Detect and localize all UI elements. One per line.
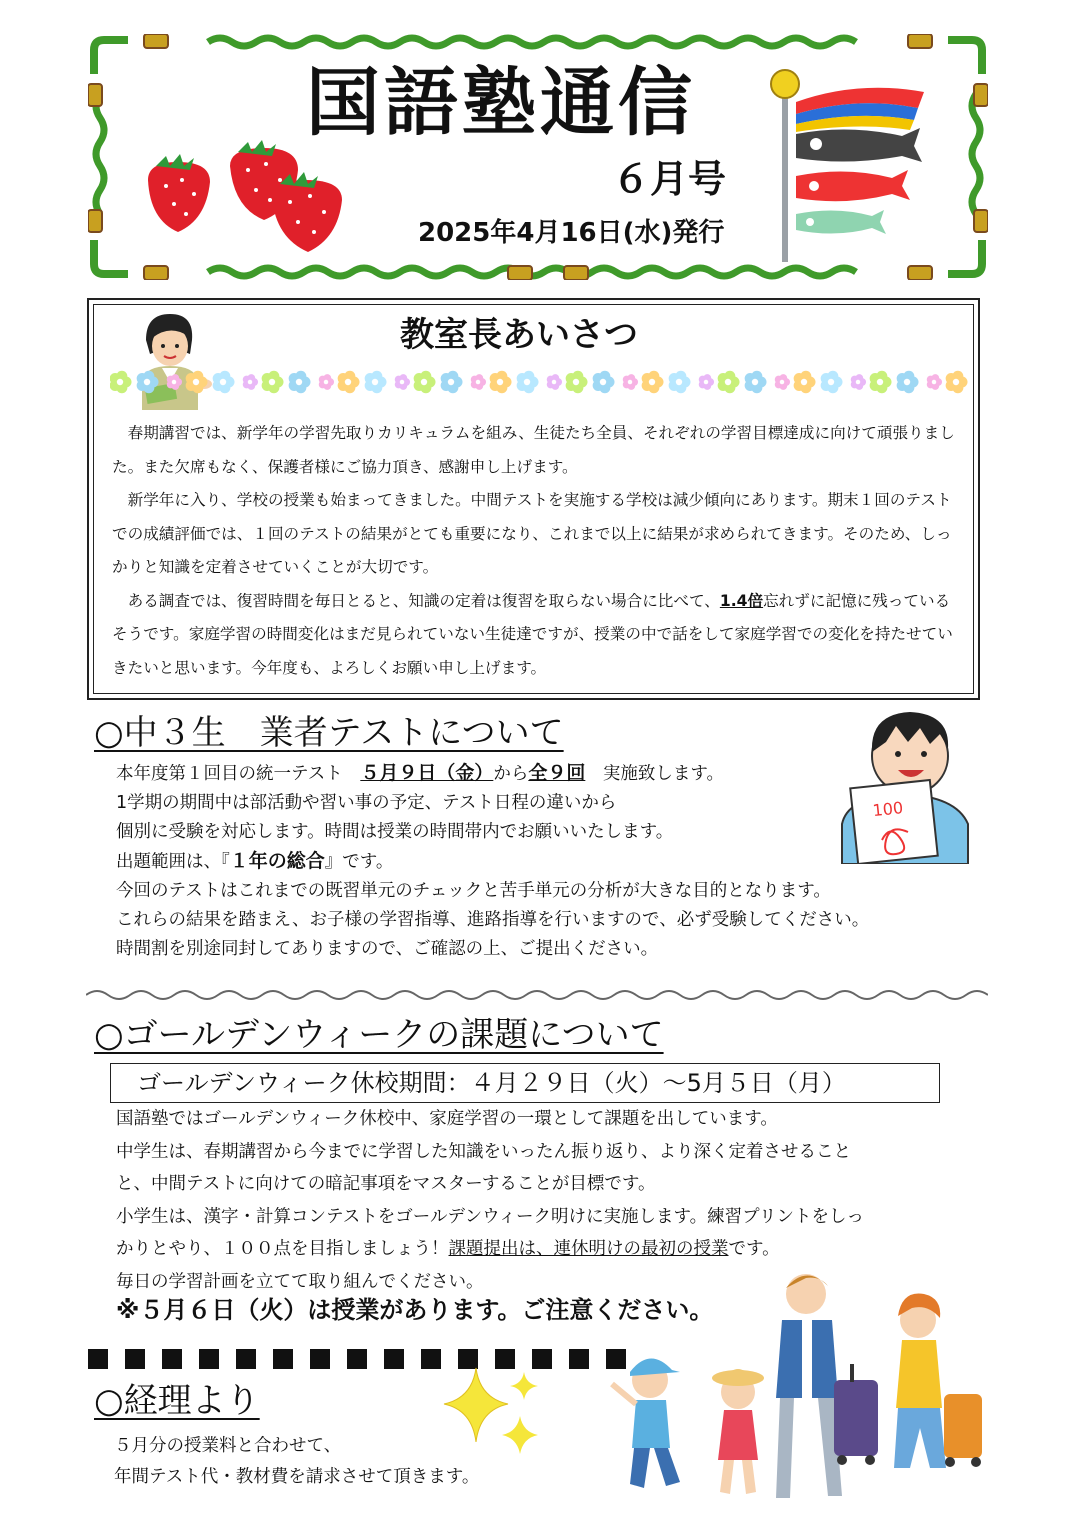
- golden-week-line-2: 中学生は、春期講習から今までに学習した知識をいったん振り返り、より深く定着させること: [116, 1141, 851, 1162]
- garland-flower: [699, 374, 714, 390]
- divider-square: [162, 1349, 182, 1369]
- section-heading-mock-test: ○中３生 業者テストについて: [94, 713, 564, 753]
- newsletter-title: 国語塾通信: [306, 60, 696, 146]
- divider-square: [347, 1349, 367, 1369]
- garland-flower: [642, 371, 664, 393]
- family-travel-illustration: [606, 1268, 996, 1516]
- mock-test-body: [116, 759, 869, 964]
- garland-flower: [110, 371, 132, 393]
- mock-test-line-4: 出題範囲は、『１年の総合』です。: [116, 850, 394, 872]
- garland-flower: [414, 371, 436, 393]
- golden-week-line-4: 小学生は、漢字・計算コンテストをゴールデンウィーク明けに実施します。練習プリントをしっ: [116, 1206, 864, 1227]
- issue-label: ６月号: [612, 157, 727, 201]
- flower-garland-divider: [110, 368, 970, 396]
- garland-flower: [870, 371, 892, 393]
- mock-test-line-5: 今回のテストはこれまでの既習単元のチェックと苦手単元の分析が大きな目的となります。: [116, 881, 831, 901]
- mock-test-line-7: 時間割を別途同封してありますので、ご確認の上、ご提出ください。: [116, 939, 659, 959]
- divider-square: [199, 1349, 219, 1369]
- golden-week-line-1: 国語塾ではゴールデンウィーク休校中、家庭学習の一環として課題を出しています。: [116, 1109, 778, 1129]
- test-sheet-score: 100: [871, 798, 905, 821]
- section-heading-accounting: ○経理より: [94, 1381, 260, 1421]
- garland-flower: [365, 371, 387, 393]
- garland-flower: [669, 371, 691, 393]
- accounting-line-1: ５月分の授業料と合わせて、: [114, 1436, 342, 1456]
- divider-square: [384, 1349, 404, 1369]
- garland-flower: [338, 371, 360, 393]
- golden-week-line-3: と、中間テストに向けての暗記事項をマスターすることが目標です。: [116, 1174, 656, 1194]
- garland-flower: [623, 374, 638, 390]
- ratio-emphasis: 1.4倍: [719, 591, 764, 610]
- garland-flower: [517, 371, 539, 393]
- garland-flower: [289, 371, 311, 393]
- golden-week-line-5: かりとやり、１００点を目指しましょう！課題提出は、連休明けの最初の授業です。: [116, 1239, 780, 1259]
- strawberries-illustration: [138, 140, 358, 260]
- garland-flower: [167, 374, 182, 390]
- square-dash-divider: [88, 1349, 648, 1369]
- garland-flower: [794, 371, 816, 393]
- wave-divider: [86, 986, 988, 1004]
- publish-date: 2025年4月16日(水)発行: [418, 218, 725, 248]
- garland-flower: [471, 374, 486, 390]
- garland-flower: [718, 371, 740, 393]
- golden-week-line-6: 毎日の学習計画を立てて取り組んでください。: [116, 1271, 484, 1292]
- garland-flower: [137, 371, 159, 393]
- mock-test-line-2: 1学期の期間中は部活動や習い事の予定、テスト日程の違いから: [116, 793, 617, 813]
- divider-square: [421, 1349, 441, 1369]
- garland-flower: [213, 371, 235, 393]
- garland-flower: [319, 374, 334, 390]
- garland-flower: [745, 371, 767, 393]
- garland-flower: [490, 371, 512, 393]
- greeting-paragraph-1: 春期講習では、新学年の学習先取りカリキュラムを組み、生徒たち全員、それぞれの学習目標達成に向けて頑張りました。また欠席もなく、保護者様にご協力頂き、感謝申し上げます。: [112, 424, 955, 476]
- garland-flower: [566, 371, 588, 393]
- greeting-heading: 教室長あいさつ: [400, 315, 638, 355]
- garland-flower: [775, 374, 790, 390]
- garland-flower: [593, 371, 615, 393]
- student-with-test-illustration: [832, 704, 978, 864]
- divider-square: [273, 1349, 293, 1369]
- greeting-paragraph-3: ある調査では、復習時間を毎日とると、知識の定着は復習を取らない場合に比べて、1.4倍忘れずに記憶に残っているそうです。家庭学習の時間変化はまだ見られていない生徒達ですが、授業の中で話をして家庭学習での変化を持たせていきたいと思います。今年度も、よろしくお願い申し上げます。: [112, 591, 953, 677]
- divider-square: [310, 1349, 330, 1369]
- divider-square: [569, 1349, 589, 1369]
- garland-flower: [186, 371, 208, 393]
- assignment-deadline: 課題提出は、連休明けの最初の授業: [448, 1239, 729, 1259]
- garland-flower: [946, 371, 968, 393]
- garland-flower: [821, 371, 843, 393]
- holiday-period-box: ゴールデンウィーク休校期間：４月２９日（火）～5月５日（月）: [110, 1063, 940, 1103]
- garland-flower: [243, 374, 258, 390]
- koinobori-illustration: [768, 62, 936, 262]
- garland-flower: [851, 374, 866, 390]
- garland-flower: [547, 374, 562, 390]
- divider-square: [125, 1349, 145, 1369]
- garland-flower: [441, 371, 463, 393]
- divider-square: [88, 1349, 108, 1369]
- greeting-paragraph-2: 新学年に入り、学校の授業も始まってきました。中間テストを実施する学校は減少傾向にあります。期末１回のテストでの成績評価では、１回のテストの結果がとても重要になり、これまで以上に結果が求められてきます。そのため、しっかりと知識を定着させていくことが大切です。: [112, 491, 952, 576]
- garland-flower: [897, 371, 919, 393]
- test-start-date: ５月９日（金）: [360, 762, 494, 784]
- test-scope: １年の総合: [229, 850, 325, 872]
- garland-flower: [395, 374, 410, 390]
- test-count: 全９回: [528, 762, 586, 784]
- mock-test-line-3: 個別に受験を対応します。時間は授業の時間帯内でお願いいたします。: [116, 822, 674, 842]
- garland-flower: [262, 371, 284, 393]
- sparkle-icon: [440, 1364, 550, 1456]
- mock-test-line-6: これらの結果を踏まえ、お子様の学習指導、進路指導を行いますので、必ず受験してください。: [116, 910, 870, 930]
- class-notice: ※５月６日（火）は授業があります。ご注意ください。: [116, 1296, 714, 1324]
- divider-square: [236, 1349, 256, 1369]
- accounting-line-2: 年間テスト代・教材費を請求させて頂きます。: [114, 1467, 480, 1487]
- mock-test-line-1: 本年度第１回目の統一テスト ５月９日（金）から全９回 実施致します。: [116, 762, 724, 784]
- accounting-body: [114, 1431, 479, 1493]
- section-heading-golden-week: ○ゴールデンウィークの課題について: [94, 1015, 664, 1055]
- greeting-body: [112, 417, 960, 685]
- garland-flower: [927, 374, 942, 390]
